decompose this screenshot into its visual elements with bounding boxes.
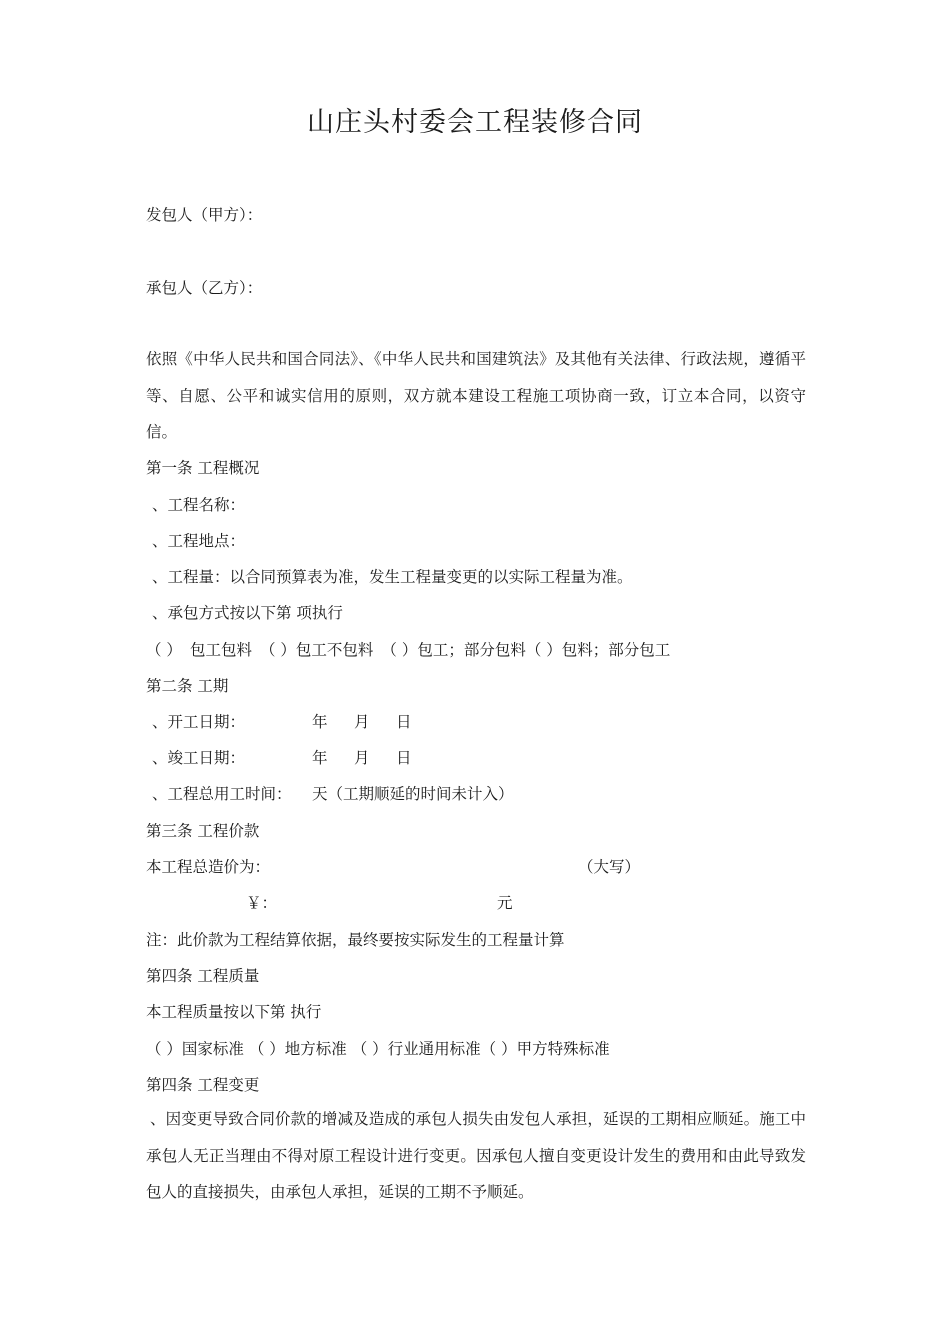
option-1-bracket: （ ） bbox=[146, 641, 182, 659]
contract-method-line: 、承包方式按以下第 项执行 bbox=[152, 604, 343, 622]
article-1-heading: 第一条 工程概况 bbox=[146, 459, 260, 477]
quality-options: （ ）国家标准 （ ）地方标准 （ ）行业通用标准（ ）甲方特殊标准 bbox=[146, 1040, 610, 1058]
article-2-heading: 第二条 工期 bbox=[146, 677, 229, 695]
article-5-heading: 第四条 工程变更 bbox=[146, 1076, 260, 1094]
total-days-label: 、工程总用工时间： bbox=[152, 785, 292, 803]
end-day: 日 bbox=[396, 749, 412, 767]
change-paragraph: 、因变更导致合同价款的增减及造成的承包人损失由发包人承担，延误的工期相应顺延。施工中承包人无正当理由不得对原工程设计进行变更。因承包人擅自变更设计发生的费用和由此导致发包人的直接损失，由承包人承担，延误的工期不予顺延。 bbox=[146, 1110, 806, 1201]
project-location-line: 、工程地点： bbox=[152, 532, 246, 550]
option-2: （ ）包工不包料 bbox=[259, 641, 374, 659]
document-title: 山庄头村委会工程装修合同 bbox=[307, 107, 643, 138]
price-note: 注：此价款为工程结算依据，最终要按实际发生的工程量计算 bbox=[146, 931, 565, 949]
article-4-heading: 第四条 工程质量 bbox=[146, 967, 260, 985]
option-3-4: （ ）包工；部分包料（ ）包料；部分包工 bbox=[381, 641, 671, 659]
party-b-line: 承包人（乙方）： bbox=[146, 279, 263, 297]
yen-label: ￥： bbox=[246, 894, 278, 912]
daxie-label: （大写） bbox=[578, 858, 641, 876]
end-date-label: 、竣工日期： bbox=[152, 749, 246, 767]
party-a-line: 发包人（甲方）： bbox=[146, 206, 263, 224]
total-price-label: 本工程总造价为： bbox=[146, 858, 271, 876]
article-3-heading: 第三条 工程价款 bbox=[146, 822, 260, 840]
end-month: 月 bbox=[354, 749, 370, 767]
start-year: 年 bbox=[312, 713, 328, 731]
start-month: 月 bbox=[354, 713, 370, 731]
start-day: 日 bbox=[396, 713, 412, 731]
project-quantity-line: 、工程量：以合同预算表为准，发生工程量变更的以实际工程量为准。 bbox=[152, 568, 633, 586]
quality-line: 本工程质量按以下第 执行 bbox=[146, 1003, 322, 1021]
preamble-paragraph: 依照《中华人民共和国合同法》、《中华人民共和国建筑法》及其他有关法律、行政法规，遵循平等、自愿、公平和诚实信用的原则，双方就本建设工程施工项协商一致，订立本合同，以资守信。 bbox=[146, 350, 806, 441]
total-days-value: 天（工期顺延的时间未计入） bbox=[312, 785, 514, 803]
project-name-line: 、工程名称： bbox=[152, 496, 246, 514]
start-date-label: 、开工日期： bbox=[152, 713, 246, 731]
contract-method-options bbox=[146, 639, 670, 661]
yuan-label: 元 bbox=[497, 894, 513, 912]
end-year: 年 bbox=[312, 749, 328, 767]
option-1-label: 包工包料 bbox=[189, 641, 252, 659]
